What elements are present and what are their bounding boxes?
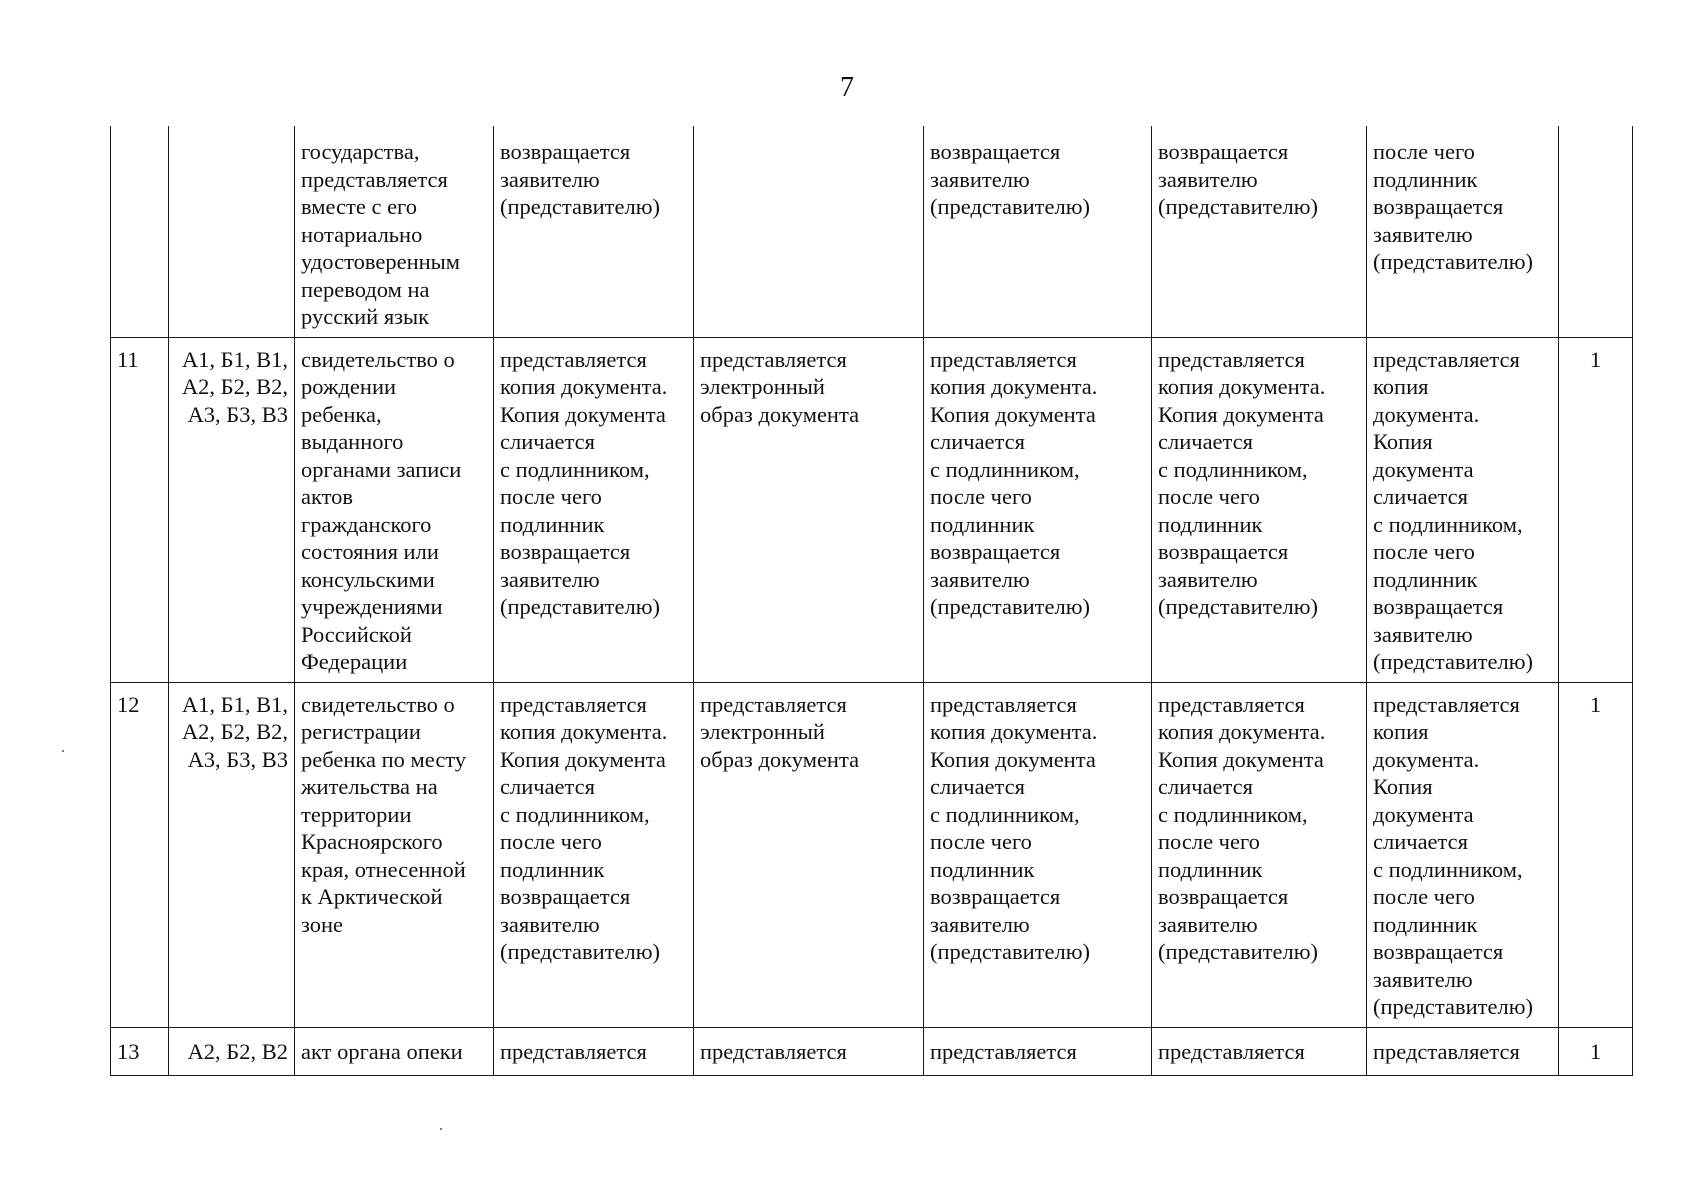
cell-text-line: заявителю: [930, 566, 1030, 592]
table-row: [111, 1027, 1633, 1076]
cell-text-line: копия документа.: [930, 374, 1098, 399]
cell-text-line: (представителю): [930, 194, 1091, 219]
cell-text-line: Красноярского: [301, 829, 443, 854]
scan-speck: [62, 750, 64, 752]
cell-text-line: русский язык: [301, 304, 430, 329]
cell-text-line: Копия документа: [1158, 401, 1324, 427]
requirement-cell: [1152, 126, 1367, 337]
cell-text-line: (представителю): [930, 939, 1091, 964]
cell-text-line: представляется: [700, 346, 847, 372]
cell-text-line: ребенка по месту: [301, 746, 467, 772]
cell-text-line: ребенка,: [301, 401, 382, 427]
cell-text-line: представляется: [500, 346, 647, 372]
cell-text-line: (представителю): [1158, 194, 1319, 219]
table-row: [111, 126, 1633, 337]
cell-text-line: заявителю: [930, 166, 1030, 192]
row-number-cell: [111, 337, 169, 682]
cell-text-line: после чего: [1373, 139, 1475, 164]
requirement-cell: [924, 337, 1152, 682]
cell-text-line: сличается: [930, 429, 1025, 454]
row-number-cell: [111, 1027, 169, 1076]
requirement-cell: [924, 682, 1152, 1027]
cell-text-line: заявителю: [1158, 566, 1258, 592]
cell-text-line: (представителю): [500, 594, 661, 619]
cell-text-line: после чего: [500, 829, 602, 854]
document-name-cell: [295, 126, 494, 337]
cell-text-line: (представителю): [1373, 994, 1534, 1019]
cell-text-line: А2, Б2, В2,: [181, 374, 288, 399]
scan-speck: [440, 1128, 442, 1130]
cell-text-line: удостоверенным: [301, 249, 461, 274]
cell-text: 1: [1589, 346, 1602, 372]
requirement-cell: [1367, 1027, 1559, 1076]
requirement-cell: [694, 126, 924, 337]
cell-text-line: представляется: [930, 346, 1077, 372]
requirement-cell: [1367, 337, 1559, 682]
requirement-cell: [1367, 126, 1559, 337]
cell-text-line: Копия: [1373, 774, 1433, 799]
cell-text-line: с подлинником,: [500, 801, 650, 827]
cell-text-line: подлинник: [930, 856, 1035, 882]
cell-text-line: с подлинником,: [930, 456, 1080, 482]
cell-text-line: подлинник: [1373, 566, 1478, 592]
cell-text-line: представляется: [1373, 691, 1520, 717]
cell-text-line: представляется: [930, 1038, 1077, 1064]
cell-text-line: представляется: [930, 691, 1077, 717]
cell-text-line: сличается: [1158, 774, 1253, 799]
cell-text-line: зоне: [301, 911, 344, 937]
cell-text-line: электронный: [700, 374, 825, 399]
cell-text-line: акт органа опеки: [301, 1038, 463, 1064]
cell-text-line: представляется: [1373, 346, 1520, 372]
cell-text-line: Копия документа: [930, 746, 1096, 772]
cell-text-line: территории: [301, 801, 412, 827]
cell-text-line: заявителю: [1158, 911, 1258, 937]
cell-text-line: представляется: [1158, 691, 1305, 717]
requirement-cell: [924, 1027, 1152, 1076]
cell-text-line: свидетельство о: [301, 691, 455, 717]
cell-text-line: сличается: [1373, 829, 1468, 854]
cell-text-line: Копия: [1373, 429, 1433, 454]
cell-text-line: копия документа.: [500, 719, 668, 744]
cell-text-line: А2, Б2, В2: [187, 1038, 288, 1064]
cell-text-line: с подлинником,: [1158, 801, 1308, 827]
cell-text-line: регистрации: [301, 719, 421, 744]
cell-text-line: выданного: [301, 429, 404, 454]
cell-text-line: заявителю: [500, 566, 600, 592]
cell-text-line: А2, Б2, В2,: [181, 719, 288, 744]
cell-text-line: представляется: [700, 1038, 847, 1064]
cell-text-line: копия документа.: [1158, 719, 1326, 744]
cell-text-line: с подлинником,: [500, 456, 650, 482]
cell-text: 11: [117, 346, 139, 372]
cell-text-line: документа.: [1373, 746, 1480, 772]
cell-text-line: возвращается: [930, 539, 1061, 564]
cell-text-line: А3, Б3, В3: [187, 401, 288, 427]
cell-text-line: образ документа: [700, 746, 860, 772]
cell-text-line: подлинник: [1373, 166, 1478, 192]
table-row: [111, 682, 1633, 1027]
cell-text-line: к Арктической: [301, 884, 443, 909]
cell-text-line: Копия документа: [500, 746, 666, 772]
requirement-cell: [1152, 337, 1367, 682]
cell-text-line: представляется: [301, 166, 448, 192]
requirement-cell: [694, 337, 924, 682]
cell-text-line: органами записи: [301, 456, 462, 482]
cell-text-line: А1, Б1, В1,: [181, 346, 288, 372]
cell-text-line: возвращается: [500, 884, 631, 909]
cell-text-line: подлинник: [930, 511, 1035, 537]
requirement-cell: [694, 682, 924, 1027]
quantity-cell: [1559, 337, 1633, 682]
cell-text-line: (представителю): [1158, 594, 1319, 619]
cell-text-line: сличается: [500, 774, 595, 799]
cell-text-line: переводом на: [301, 276, 430, 302]
cell-text-line: подлинник: [500, 856, 605, 882]
cell-text-line: документа: [1373, 801, 1474, 827]
cell-text-line: после чего: [1373, 539, 1475, 564]
cell-text-line: возвращается: [1373, 594, 1504, 619]
cell-text-line: гражданского: [301, 511, 432, 537]
cell-text-line: возвращается: [1373, 939, 1504, 964]
cell-text-line: Копия документа: [930, 401, 1096, 427]
cell-text-line: края, отнесенной: [301, 856, 466, 882]
requirement-cell: [494, 337, 694, 682]
cell-text-line: представляется: [1158, 346, 1305, 372]
cell-text-line: электронный: [700, 719, 825, 744]
document-name-cell: [295, 337, 494, 682]
document-name-cell: [295, 1027, 494, 1076]
cell-text-line: подлинник: [500, 511, 605, 537]
quantity-cell: [1559, 682, 1633, 1027]
cell-text-line: (представителю): [930, 594, 1091, 619]
cell-text-line: документа: [1373, 456, 1474, 482]
cell-text-line: сличается: [930, 774, 1025, 799]
requirement-cell: [694, 1027, 924, 1076]
cell-text-line: после чего: [1373, 884, 1475, 909]
cell-text-line: после чего: [1158, 484, 1260, 509]
cell-text-line: представляется: [500, 691, 647, 717]
cell-text-line: сличается: [500, 429, 595, 454]
quantity-cell: [1559, 1027, 1633, 1076]
cell-text-line: представляется: [700, 691, 847, 717]
cell-text-line: заявителю: [500, 166, 600, 192]
cell-text-line: после чего: [500, 484, 602, 509]
cell-text-line: жительства на: [301, 774, 438, 799]
cell-text-line: возвращается: [930, 884, 1061, 909]
cell-text-line: копия документа.: [930, 719, 1098, 744]
cell-text-line: с подлинником,: [1158, 456, 1308, 482]
cell-text-line: заявителю: [1158, 166, 1258, 192]
cell-text-line: представляется: [500, 1038, 647, 1064]
cell-text-line: возвращается: [1158, 884, 1289, 909]
row-number-cell: [111, 682, 169, 1027]
cell-text-line: возвращается: [930, 139, 1061, 164]
cell-text-line: Копия документа: [1158, 746, 1324, 772]
categories-cell: [169, 1027, 295, 1076]
requirement-cell: [924, 126, 1152, 337]
requirement-cell: [494, 1027, 694, 1076]
cell-text-line: свидетельство о: [301, 346, 455, 372]
cell-text-line: возвращается: [1158, 539, 1289, 564]
cell-text-line: (представителю): [1373, 249, 1534, 274]
cell-text-line: рождении: [301, 374, 397, 399]
cell-text-line: (представителю): [500, 194, 661, 219]
cell-text-line: заявителю: [1373, 621, 1473, 647]
cell-text-line: копия документа.: [500, 374, 668, 399]
requirement-cell: [1367, 682, 1559, 1027]
cell-text-line: (представителю): [1373, 649, 1534, 674]
cell-text-line: подлинник: [1158, 856, 1263, 882]
categories-cell: [169, 682, 295, 1027]
cell-text-line: заявителю: [500, 911, 600, 937]
cell-text-line: возвращается: [1373, 194, 1504, 219]
quantity-cell: [1559, 126, 1633, 337]
cell-text-line: с подлинником,: [1373, 856, 1523, 882]
cell-text-line: заявителю: [1373, 966, 1473, 992]
cell-text-line: консульскими: [301, 566, 435, 592]
cell-text-line: возвращается: [500, 139, 631, 164]
cell-text-line: Федерации: [301, 649, 408, 674]
cell-text: 1: [1589, 1038, 1602, 1064]
requirement-cell: [1152, 1027, 1367, 1076]
requirement-cell: [494, 126, 694, 337]
cell-text-line: заявителю: [930, 911, 1030, 937]
table-row: [111, 337, 1633, 682]
page-number: 7: [840, 72, 854, 103]
cell-text: 12: [117, 691, 140, 717]
cell-text-line: образ документа: [700, 401, 860, 427]
cell-text-line: возвращается: [500, 539, 631, 564]
requirement-cell: [494, 682, 694, 1027]
cell-text-line: с подлинником,: [930, 801, 1080, 827]
cell-text-line: подлинник: [1158, 511, 1263, 537]
cell-text-line: представляется: [1373, 1038, 1520, 1064]
cell-text-line: документа.: [1373, 401, 1480, 427]
cell-text-line: копия документа.: [1158, 374, 1326, 399]
cell-text-line: состояния или: [301, 539, 439, 564]
cell-text-line: сличается: [1158, 429, 1253, 454]
cell-text-line: после чего: [930, 829, 1032, 854]
cell-text-line: после чего: [1158, 829, 1260, 854]
cell-text-line: Российской: [301, 621, 412, 647]
categories-cell: [169, 126, 295, 337]
cell-text-line: (представителю): [500, 939, 661, 964]
document-name-cell: [295, 682, 494, 1027]
cell-text-line: представляется: [1158, 1038, 1305, 1064]
categories-cell: [169, 337, 295, 682]
cell-text-line: А1, Б1, В1,: [181, 691, 288, 717]
cell-text-line: копия: [1373, 719, 1429, 744]
documents-table: [110, 126, 1633, 1076]
requirement-cell: [1152, 682, 1367, 1027]
cell-text-line: копия: [1373, 374, 1429, 399]
cell-text-line: подлинник: [1373, 911, 1478, 937]
cell-text-line: Копия документа: [500, 401, 666, 427]
cell-text: 13: [117, 1038, 140, 1064]
cell-text-line: возвращается: [1158, 139, 1289, 164]
cell-text-line: актов: [301, 484, 354, 509]
cell-text-line: (представителю): [1158, 939, 1319, 964]
cell-text-line: А3, Б3, В3: [187, 746, 288, 772]
cell-text-line: заявителю: [1373, 221, 1473, 247]
cell-text-line: с подлинником,: [1373, 511, 1523, 537]
cell-text-line: сличается: [1373, 484, 1468, 509]
cell-text-line: государства,: [301, 139, 420, 164]
cell-text-line: нотариально: [301, 221, 423, 247]
row-number-cell: [111, 126, 169, 337]
cell-text: 1: [1589, 691, 1602, 717]
cell-text-line: после чего: [930, 484, 1032, 509]
cell-text-line: учреждениями: [301, 594, 443, 619]
cell-text-line: вместе с его: [301, 194, 417, 219]
